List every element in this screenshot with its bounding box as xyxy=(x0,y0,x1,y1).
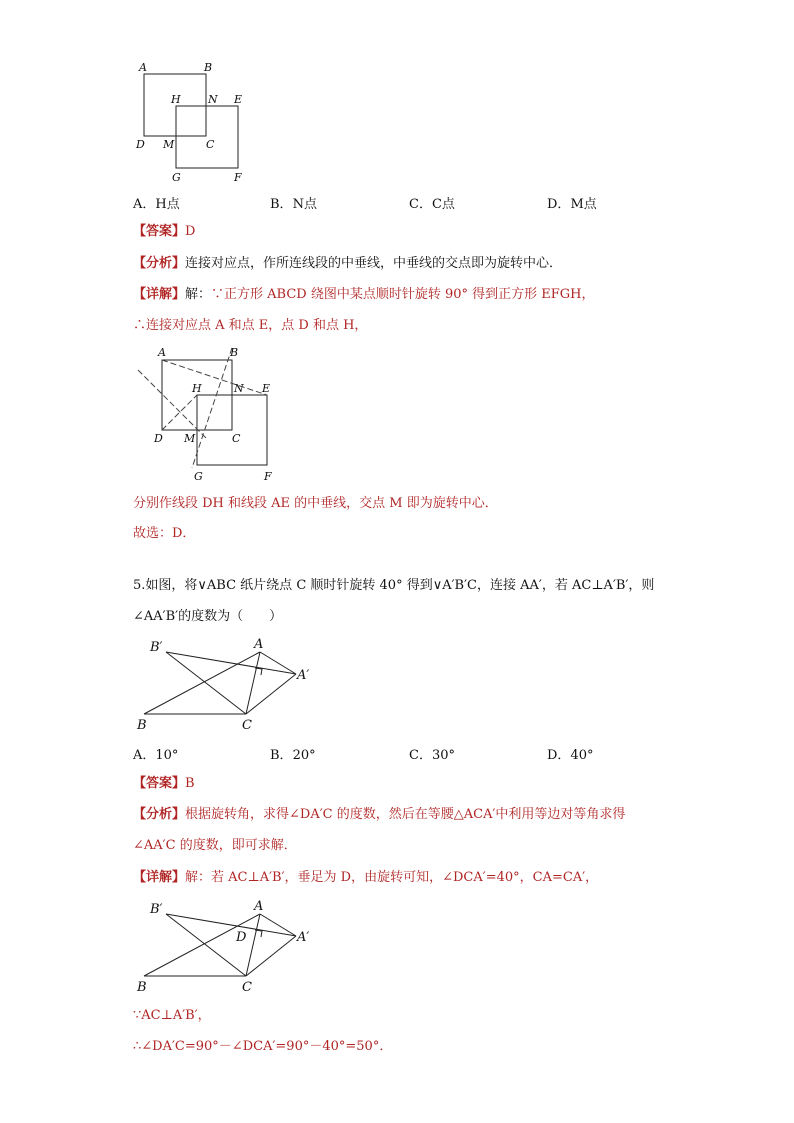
q5-option-b: B．20° xyxy=(270,748,316,763)
q5-option-d: D．40° xyxy=(547,748,594,763)
label-b: B xyxy=(137,718,147,733)
q5-detail-line1: 【详解】解：若 AC⊥A′B′，垂足为 D，由旋转可知，∠DCA′=40°，CA=CA′， xyxy=(133,870,599,885)
label-h: H xyxy=(171,93,181,106)
q5-analysis-line1: 【分析】根据旋转角，求得∠DA′C 的度数，然后在等腰△ACA′中利用等边对等角求得 xyxy=(133,807,626,822)
q4-option-b: B．N点 xyxy=(270,197,317,212)
figure-triangle-rotation-d xyxy=(130,894,320,998)
q5-stem-line2: ∠AA′B′的度数为（ ） xyxy=(133,609,283,624)
label-c: C xyxy=(242,980,252,995)
q5-detail-line3: ∴∠DA′C=90°－∠DCA′=90°－40°=50°． xyxy=(133,1039,393,1054)
q4-detail-line3: 分别作线段 DH 和线段 AE 的中垂线，交点 M 即为旋转中心． xyxy=(133,496,498,511)
label-n: N xyxy=(234,382,244,395)
segment-b1a1 xyxy=(166,914,296,936)
label-f: F xyxy=(264,470,272,483)
label-b: B xyxy=(204,61,213,74)
label-a-prime: A′ xyxy=(297,930,310,945)
bisector-dh xyxy=(138,370,206,438)
label-d: D xyxy=(136,138,145,151)
q5-analysis-line2: ∠AA′C 的度数，即可求解． xyxy=(133,838,297,853)
segment-ba xyxy=(144,652,260,714)
q5-stem-line1: 5.如图，将∨ABC 纸片绕点 C 顺时针旋转 40° 得到∨A′B′C，连接 AA′，若 AC⊥A′B′，则 xyxy=(133,578,655,593)
label-m: M xyxy=(184,432,196,445)
label-n: N xyxy=(208,93,218,106)
segment-b1a1 xyxy=(166,652,296,674)
q4-answer: 【答案】D xyxy=(133,224,196,239)
figure-triangle-rotation xyxy=(130,632,320,736)
q4-option-a: A．H点 xyxy=(133,197,180,212)
q4-option-c: C．C点 xyxy=(409,197,455,212)
segment-ba xyxy=(144,914,260,976)
label-c: C xyxy=(232,432,241,445)
bisector-ae xyxy=(192,348,232,468)
label-m: M xyxy=(163,138,175,151)
label-a: A xyxy=(254,637,264,652)
label-a-prime: A′ xyxy=(297,668,310,683)
figure-squares xyxy=(130,58,260,186)
q5-option-a: A．10° xyxy=(133,748,179,763)
label-f: F xyxy=(234,171,242,184)
q5-option-c: C．30° xyxy=(409,748,455,763)
label-a: A xyxy=(254,899,264,914)
segment-ae xyxy=(162,360,267,395)
label-g: G xyxy=(172,171,181,184)
label-b: B xyxy=(137,980,147,995)
label-d: D xyxy=(236,930,247,945)
segment-dh xyxy=(162,395,197,430)
q4-analysis: 【分析】连接对应点，作所连线段的中垂线，中垂线的交点即为旋转中心． xyxy=(133,256,563,271)
label-e: E xyxy=(262,382,271,395)
label-a: A xyxy=(139,61,147,74)
figure-squares-bisectors xyxy=(130,342,280,484)
q5-detail-line2: ∵AC⊥A′B′， xyxy=(133,1008,211,1023)
label-b-prime: B′ xyxy=(150,902,163,917)
label-b-prime: B′ xyxy=(150,640,163,655)
q5-answer: 【答案】B xyxy=(133,776,195,791)
label-e: E xyxy=(234,93,243,106)
label-c: C xyxy=(206,138,215,151)
label-a: A xyxy=(158,346,166,359)
q4-detail-line2: ∴连接对应点 A 和点 E，点 D 和点 H， xyxy=(133,318,368,333)
segment-b1c xyxy=(166,914,246,976)
segment-b1c xyxy=(166,652,246,714)
square-efgh xyxy=(176,106,238,168)
q4-choice: 故选：D． xyxy=(133,526,196,541)
label-c: C xyxy=(242,718,252,733)
q4-detail-line1: 【详解】解：∵正方形 ABCD 绕图中某点顺时针旋转 90° 得到正方形 EFGH， xyxy=(133,287,595,302)
label-d: D xyxy=(154,432,163,445)
label-g: G xyxy=(194,470,203,483)
label-h: H xyxy=(192,382,202,395)
q4-option-d: D．M点 xyxy=(547,197,597,212)
label-b: B xyxy=(230,346,239,359)
